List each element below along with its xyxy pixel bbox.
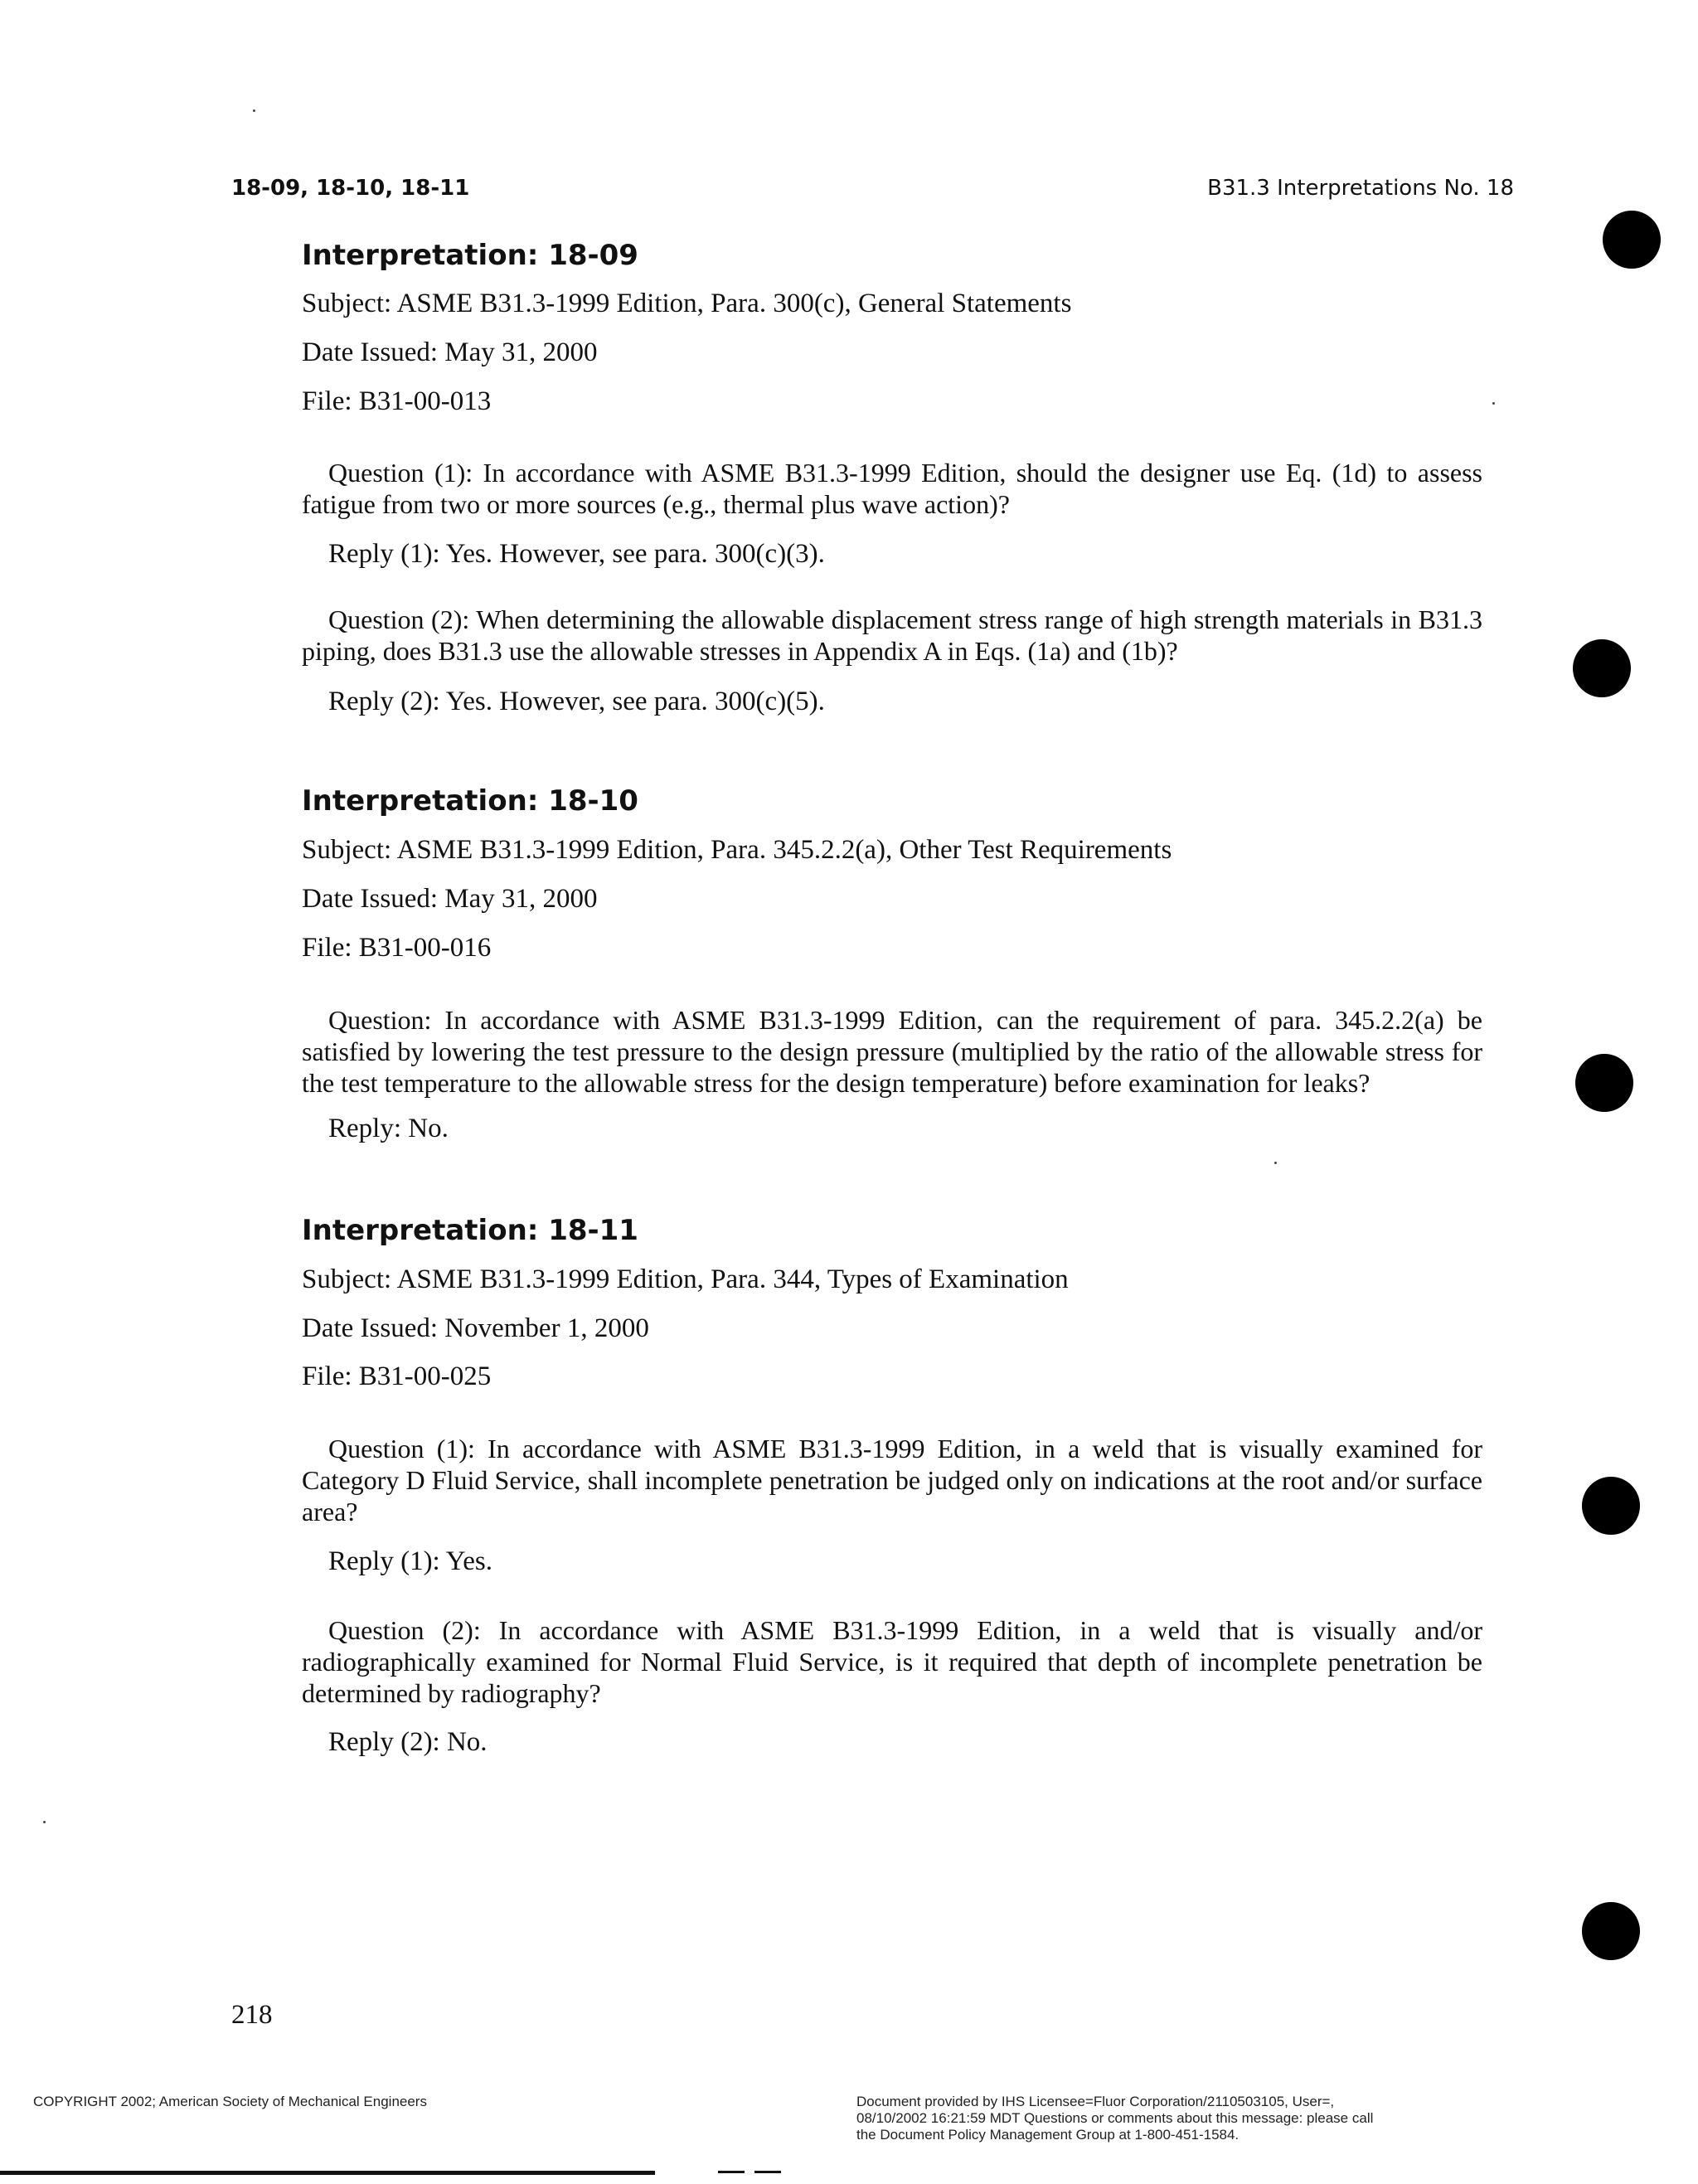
running-header-left: 18-09, 18-10, 18-11	[231, 176, 470, 201]
question-2: Question (2): In accordance with ASME B31.3-1999 Edition, in a weld that is visually and/or radiographically examined for Normal Fluid Service, is it required that depth of incomplete penetration be determined by radiography?	[302, 1615, 1482, 1708]
page-number: 218	[231, 2000, 273, 2030]
copyright-notice: COPYRIGHT 2002; American Society of Mechanical Engineers	[33, 2094, 427, 2109]
interpretation-file: File: B31-00-016	[302, 933, 492, 963]
punch-hole	[1582, 1477, 1640, 1535]
punch-hole	[1575, 1054, 1633, 1112]
question-1: Question (1): In accordance with ASME B31.3-1999 Edition, in a weld that is visually examined for Category D Fluid Service, shall incomplete penetration be judged only on indications at the root and/or surface area?	[302, 1434, 1482, 1526]
running-header-right: B31.3 Interpretations No. 18	[1207, 176, 1514, 201]
scan-speck	[253, 109, 255, 112]
reply-1: Reply (1): Yes. However, see para. 300(c)(3).	[328, 539, 825, 569]
scan-rule	[718, 2171, 745, 2173]
punch-hole	[1603, 211, 1661, 269]
interpretation-subject: Subject: ASME B31.3-1999 Edition, Para. 345.2.2(a), Other Test Requirements	[302, 835, 1172, 865]
punch-hole	[1573, 639, 1631, 697]
interpretation-date: Date Issued: May 31, 2000	[302, 884, 598, 914]
interpretation-title: Interpretation: 18-11	[302, 1214, 638, 1247]
scan-rule	[0, 2171, 655, 2175]
document-notice	[856, 2094, 1437, 2143]
scan-rule	[754, 2171, 781, 2173]
scan-speck	[1492, 402, 1495, 405]
punch-hole	[1582, 1902, 1640, 1960]
interpretation-file: File: B31-00-013	[302, 386, 492, 416]
document-notice-line: Document provided by IHS Licensee=Fluor Corporation/2110503105, User=,	[856, 2094, 1335, 2109]
reply-1: Reply (1): Yes.	[328, 1546, 493, 1576]
interpretation-subject: Subject: ASME B31.3-1999 Edition, Para. 344, Types of Examination	[302, 1264, 1069, 1294]
scan-speck	[43, 1821, 46, 1823]
reply-2: Reply (2): No.	[328, 1727, 488, 1757]
question-1: Question (1): In accordance with ASME B31.3-1999 Edition, should the designer use Eq. (1d) to assess fatigue from two or more sources (e.g., thermal plus wave action)?	[302, 458, 1482, 519]
interpretation-date: Date Issued: November 1, 2000	[302, 1313, 649, 1343]
scan-speck	[1274, 1162, 1277, 1164]
interpretation-date: Date Issued: May 31, 2000	[302, 337, 598, 367]
interpretation-title: Interpretation: 18-09	[302, 239, 638, 272]
document-notice-line: 08/10/2002 16:21:59 MDT Questions or comments about this message: please call	[856, 2110, 1374, 2126]
reply-2: Reply (2): Yes. However, see para. 300(c)(5).	[328, 687, 825, 716]
document-notice-line: the Document Policy Management Group at 1-800-451-1584.	[856, 2127, 1240, 2143]
interpretation-file: File: B31-00-025	[302, 1361, 492, 1391]
interpretation-subject: Subject: ASME B31.3-1999 Edition, Para. 300(c), General Statements	[302, 289, 1072, 318]
question-2: Question (2): When determining the allowable displacement stress range of high strength materials in B31.3 piping, does B31.3 use the allowable stresses in Appendix A in Eqs. (1a) and (1b)?	[302, 604, 1482, 666]
reply: Reply: No.	[328, 1114, 449, 1143]
interpretation-title: Interpretation: 18-10	[302, 784, 638, 818]
question: Question: In accordance with ASME B31.3-1999 Edition, can the requirement of para. 345.2.2(a) be satisfied by lowering the test pressure to the design pressure (multiplied by the ratio of the allowable stress for the test temperature to the allowable stress for the design temperature) before examination for leaks?	[302, 1005, 1482, 1098]
